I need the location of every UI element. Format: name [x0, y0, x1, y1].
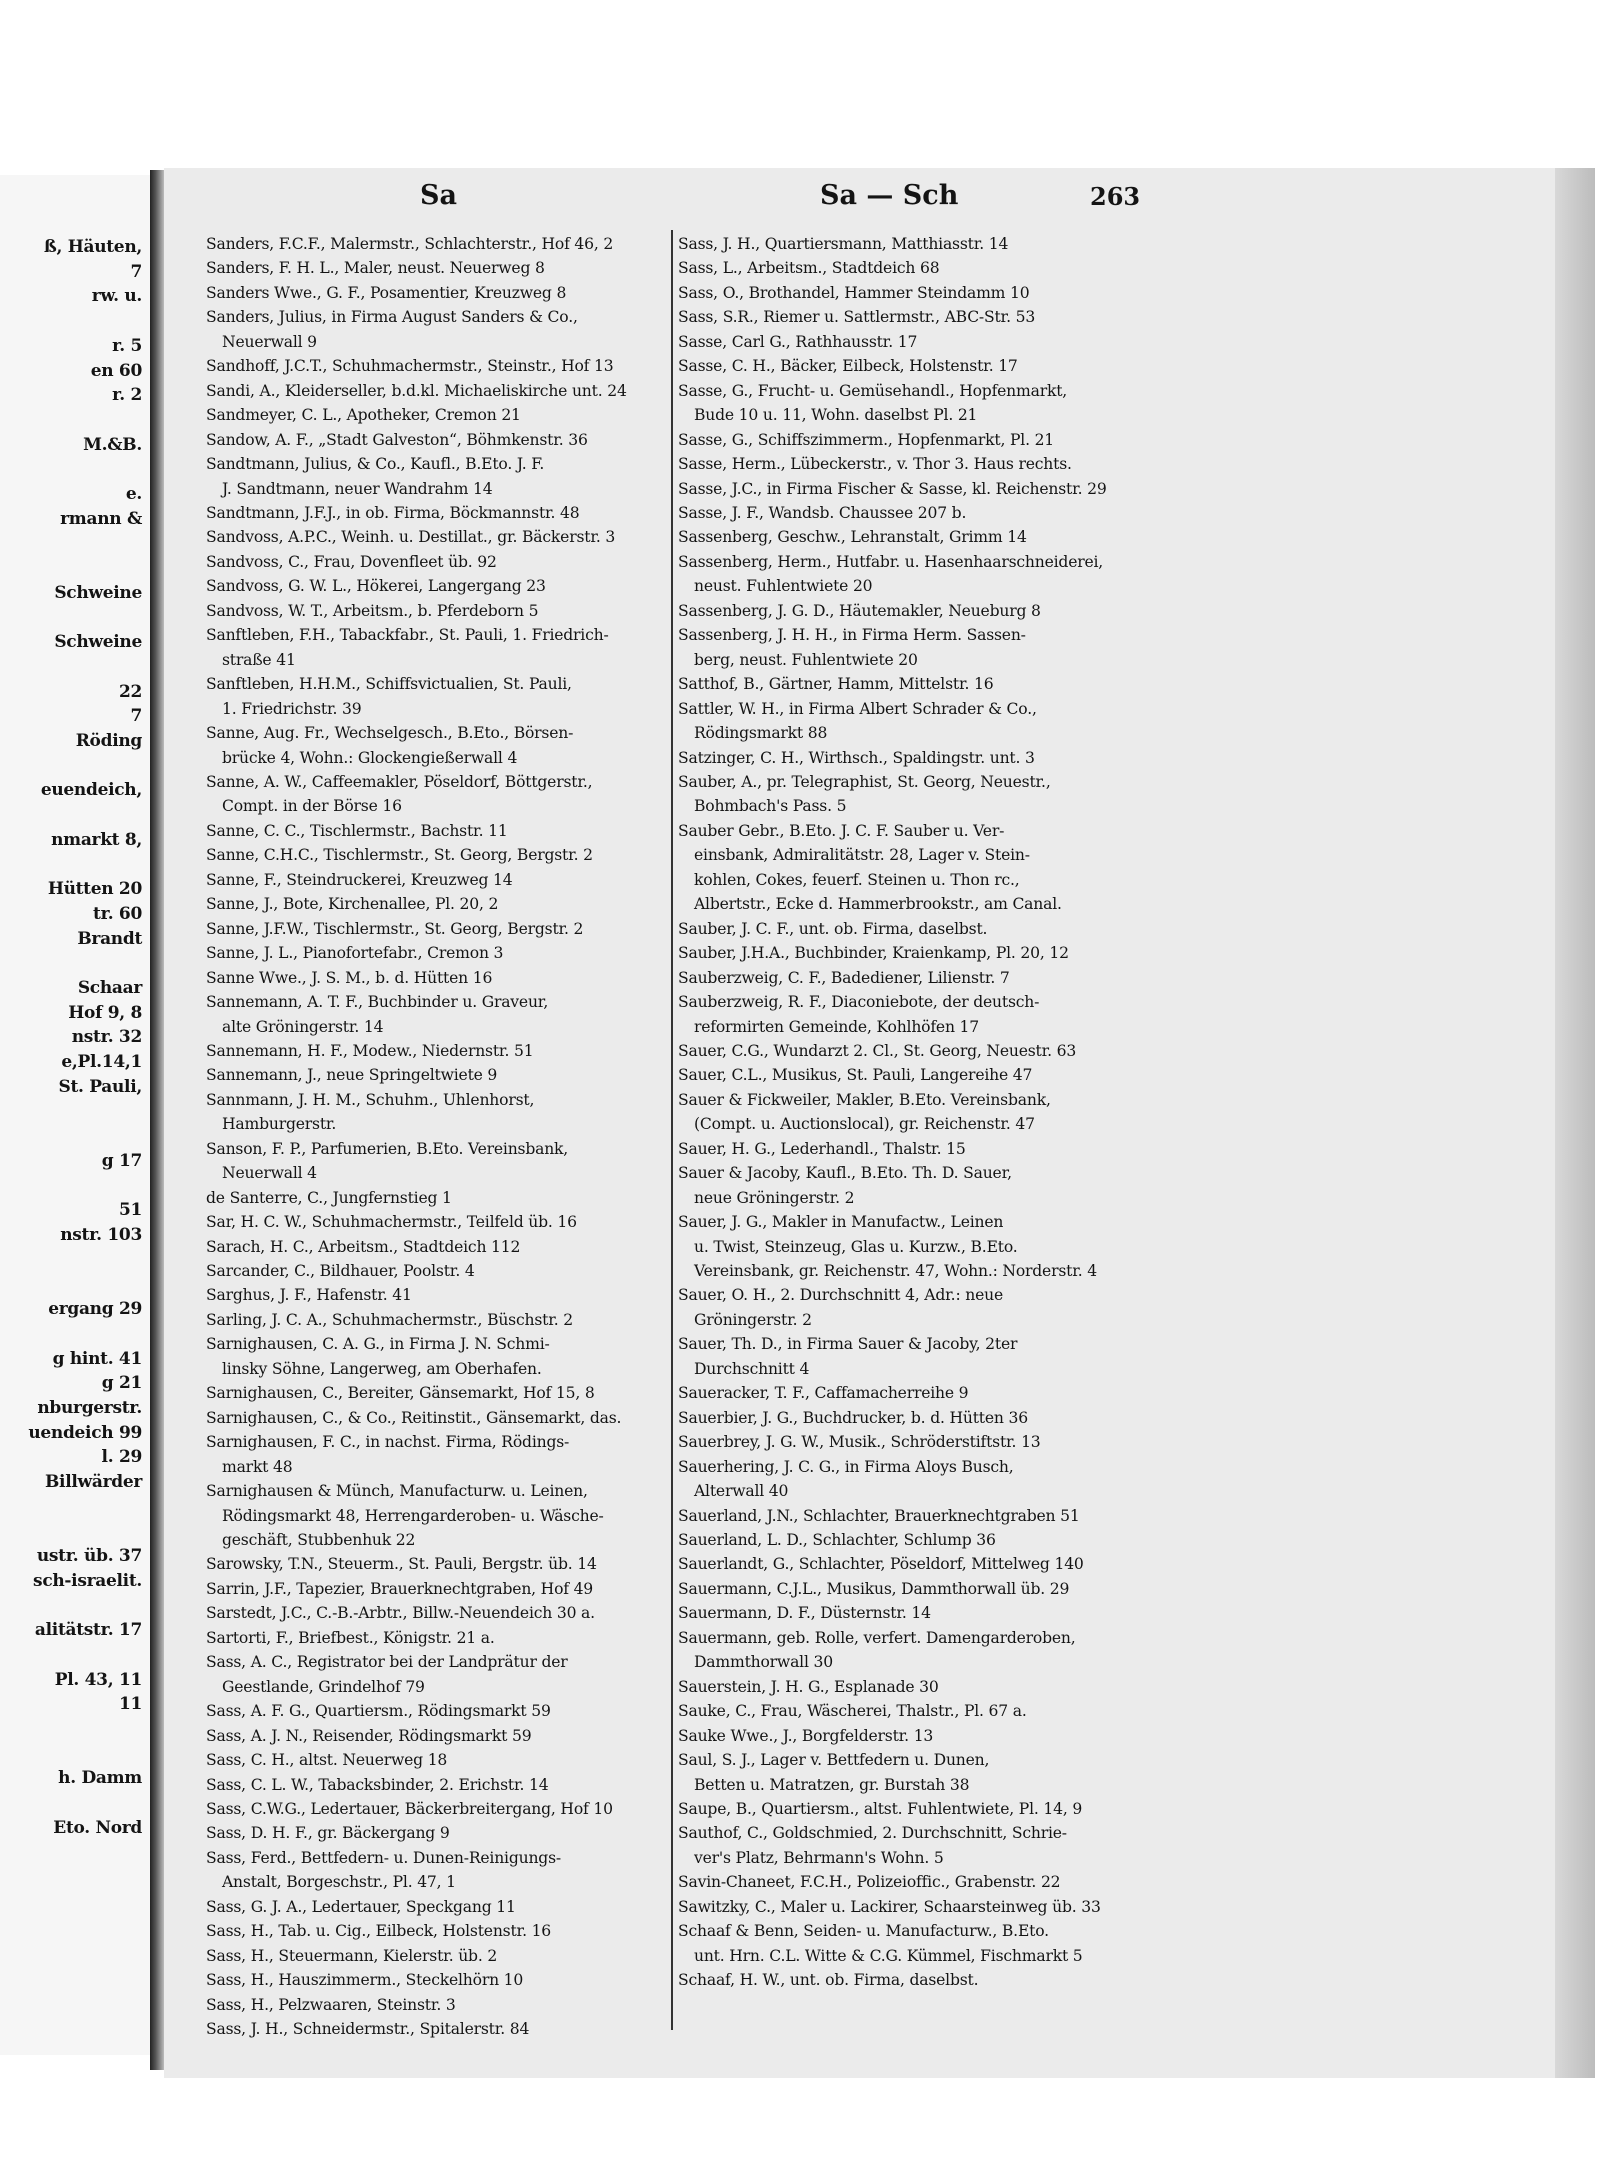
- directory-entry: Sanne, J. L., Pianofortefabr., Cremon 3: [206, 944, 504, 963]
- directory-entry: Sarnighausen & Münch, Manufacturw. u. Leinen,: [206, 1482, 588, 1501]
- directory-entry: Sarach, H. C., Arbeitsm., Stadtdeich 112: [206, 1237, 521, 1256]
- directory-entry: Sass, A. J. N., Reisender, Rödingsmarkt 59: [206, 1726, 532, 1745]
- directory-entry: Sass, H., Steuermann, Kielerstr. üb. 2: [206, 1946, 498, 1965]
- directory-entry-continuation: Vereinsbank, gr. Reichenstr. 47, Wohn.: Norderstr. 4: [694, 1262, 1097, 1281]
- column-divider: [671, 230, 673, 2030]
- directory-column-right: [678, 232, 1168, 1993]
- directory-entry-continuation: Gröningerstr. 2: [694, 1310, 812, 1329]
- left-page-fragment: tr. 60: [93, 903, 142, 924]
- directory-entry: Sass, S.R., Riemer u. Sattlermstr., ABC-Str. 53: [678, 308, 1036, 327]
- directory-entry: Sarstedt, J.C., C.-B.-Arbtr., Billw.-Neuendeich 30 a.: [206, 1604, 595, 1623]
- directory-entry: Sasse, J.C., in Firma Fischer & Sasse, kl. Reichenstr. 29: [678, 479, 1107, 498]
- left-page-fragment: Hütten 20: [47, 879, 142, 900]
- directory-entry: Sasse, G., Schiffszimmerm., Hopfenmarkt, Pl. 21: [678, 430, 1055, 449]
- left-page-fragment: e.: [125, 484, 142, 504]
- directory-entry: Sauerbrey, J. G. W., Musik., Schröderstiftstr. 13: [678, 1433, 1041, 1452]
- directory-entry: Sauer, O. H., 2. Durchschnitt 4, Adr.: neue: [678, 1286, 1003, 1305]
- left-page-fragment: rmann &: [60, 508, 142, 529]
- directory-entry: Sass, C. L. W., Tabacksbinder, 2. Erichstr. 14: [206, 1775, 549, 1794]
- directory-entry: Satzinger, C. H., Wirthsch., Spaldingstr. unt. 3: [678, 748, 1035, 767]
- directory-entry: Sawitzky, C., Maler u. Lackirer, Schaarsteinweg üb. 33: [678, 1897, 1101, 1916]
- directory-entry: Sandmeyer, C. L., Apotheker, Cremon 21: [206, 406, 521, 425]
- left-page-fragment: ustr. üb. 37: [36, 1546, 142, 1567]
- directory-entry: Sassenberg, J. G. D., Häutemakler, Neueburg 8: [678, 601, 1041, 620]
- left-page-fragment: r. 5: [112, 335, 142, 356]
- directory-entry: Sass, D. H. F., gr. Bäckergang 9: [206, 1824, 450, 1843]
- directory-entry: Sandvoss, A.P.C., Weinh. u. Destillat., gr. Bäckerstr. 3: [206, 528, 616, 547]
- left-page-fragment: nmarkt 8,: [51, 829, 142, 850]
- directory-entry: Sannemann, J., neue Springeltwiete 9: [206, 1066, 498, 1085]
- left-page-fragment: ergang 29: [48, 1299, 142, 1320]
- directory-entry: Sass, G. J. A., Ledertauer, Speckgang 11: [206, 1897, 516, 1916]
- directory-entry: Sass, O., Brothandel, Hammer Steindamm 10: [678, 283, 1030, 302]
- directory-entry: Sauer & Jacoby, Kaufl., B.Eto. Th. D. Sauer,: [678, 1164, 1012, 1183]
- directory-entry: Sarnighausen, F. C., in nachst. Firma, Rödings-: [206, 1433, 570, 1452]
- left-page-fragment: r. 2: [112, 385, 142, 406]
- directory-entry: Sarrin, J.F., Tapezier, Brauerknechtgraben, Hof 49: [206, 1579, 594, 1598]
- left-page-fragment: nburgerstr.: [37, 1397, 142, 1418]
- directory-entry-continuation: reformirten Gemeinde, Kohlhöfen 17: [694, 1017, 979, 1036]
- directory-entry: Sasse, C. H., Bäcker, Eilbeck, Holstenstr. 17: [678, 357, 1018, 376]
- directory-entry: Sauer, C.L., Musikus, St. Pauli, Langereihe 47: [678, 1066, 1033, 1085]
- directory-entry: Sauber Gebr., B.Eto. J. C. F. Sauber u. Ver-: [678, 821, 1005, 840]
- directory-entry: Sass, C.W.G., Ledertauer, Bäckerbreitergang, Hof 10: [206, 1800, 613, 1818]
- directory-entry-continuation: Rödingsmarkt 48, Herrengarderoben- u. Wäsche-: [222, 1506, 604, 1525]
- directory-entry: Sauer, J. G., Makler in Manufactw., Leinen: [678, 1213, 1004, 1232]
- directory-entry-continuation: Betten u. Matratzen, gr. Burstah 38: [694, 1775, 970, 1794]
- left-page-fragment: Schweine: [54, 632, 142, 653]
- directory-entry: Sanne, C.H.C., Tischlermstr., St. Georg, Bergstr. 2: [206, 846, 593, 865]
- directory-entry-continuation: neue Gröningerstr. 2: [694, 1188, 855, 1207]
- directory-entry: Sauberzweig, C. F., Badediener, Lilienstr. 7: [678, 968, 1010, 987]
- header-left: Sa: [420, 180, 457, 211]
- directory-entry: Sauber, A., pr. Telegraphist, St. Georg, Neuestr.,: [678, 772, 1051, 791]
- directory-entry: Sannmann, J. H. M., Schuhm., Uhlenhorst,: [206, 1090, 535, 1109]
- directory-entry: Sanders, Julius, in Firma August Sanders & Co.,: [206, 308, 578, 327]
- directory-entry-continuation: alte Gröningerstr. 14: [222, 1017, 384, 1036]
- directory-entry-continuation: kohlen, Cokes, feuerf. Steinen u. Thon rc.,: [694, 870, 1020, 889]
- directory-entry: Sauthof, C., Goldschmied, 2. Durchschnitt, Schrie-: [678, 1824, 1067, 1843]
- left-page-fragment: en 60: [90, 360, 142, 381]
- left-page-fragment: euendeich,: [40, 780, 142, 801]
- left-page-fragment: nstr. 103: [60, 1225, 142, 1245]
- directory-entry: Sandtmann, J.F.J., in ob. Firma, Böckmannstr. 48: [206, 503, 580, 522]
- directory-entry: Satthof, B., Gärtner, Hamm, Mittelstr. 16: [678, 675, 994, 694]
- directory-entry: Sauke, C., Frau, Wäscherei, Thalstr., Pl. 67 a.: [678, 1702, 1027, 1721]
- directory-entry: Sanne, F., Steindruckerei, Kreuzweg 14: [206, 870, 513, 889]
- directory-entry: Sarnighausen, C., Bereiter, Gänsemarkt, Hof 15, 8: [206, 1384, 595, 1403]
- left-page-fragment: h. Damm: [58, 1768, 142, 1789]
- directory-entry: Sauer, Th. D., in Firma Sauer & Jacoby, 2ter: [678, 1335, 1018, 1354]
- directory-entry-continuation: Neuerwall 9: [222, 332, 317, 351]
- directory-entry: Sauermann, D. F., Düsternstr. 14: [678, 1604, 931, 1623]
- directory-entry: Sass, A. F. G., Quartiersm., Rödingsmarkt 59: [206, 1702, 551, 1721]
- left-page-fragment: Hof 9, 8: [68, 1002, 142, 1023]
- directory-entry: Sanne, C. C., Tischlermstr., Bachstr. 11: [206, 821, 508, 840]
- directory-entry: de Santerre, C., Jungfernstieg 1: [206, 1188, 452, 1207]
- directory-entry: Sanders, F. H. L., Maler, neust. Neuerweg 8: [206, 259, 545, 278]
- left-page-fragment: ß, Häuten,: [43, 237, 142, 257]
- left-page-fragment: Röding: [75, 731, 142, 751]
- directory-entry: Sass, H., Pelzwaaren, Steinstr. 3: [206, 1995, 456, 2014]
- left-page-fragment: Schweine: [54, 582, 142, 603]
- directory-entry: Sarnighausen, C., & Co., Reitinstit., Gänsemarkt, das.: [206, 1408, 622, 1427]
- directory-entry: Sass, J. H., Schneidermstr., Spitalerstr. 84: [206, 2020, 530, 2039]
- directory-entry: Sanftleben, H.H.M., Schiffsvictualien, St. Pauli,: [206, 675, 572, 694]
- directory-entry: Sannemann, A. T. F., Buchbinder u. Graveur,: [206, 993, 549, 1012]
- left-page-fragment: alitätstr. 17: [34, 1620, 142, 1641]
- directory-entry-continuation: (Compt. u. Auctionslocal), gr. Reichenstr. 47: [694, 1115, 1035, 1134]
- directory-entry: Sauerlandt, G., Schlachter, Pöseldorf, Mittelweg 140: [678, 1555, 1084, 1574]
- left-page-fragment: 7: [130, 261, 142, 282]
- directory-entry: Saueracker, T. F., Caffamacherreihe 9: [678, 1384, 969, 1403]
- directory-entry: Savin-Chaneet, F.C.H., Polizeioffic., Grabenstr. 22: [678, 1873, 1061, 1892]
- left-page-fragment: nstr. 32: [71, 1027, 142, 1048]
- left-page-fragment: Eto. Nord: [53, 1817, 142, 1838]
- directory-entry: Sandow, A. F., „Stadt Galveston“, Böhmkenstr. 36: [206, 430, 588, 449]
- directory-entry-continuation: Compt. in der Börse 16: [222, 797, 402, 816]
- left-page-fragment: M.&B.: [83, 434, 142, 455]
- directory-entry: Sandvoss, G. W. L., Hökerei, Langergang 23: [206, 577, 546, 596]
- directory-entry: Sauber, J.H.A., Buchbinder, Kraienkamp, Pl. 20, 12: [678, 944, 1069, 963]
- directory-entry-continuation: u. Twist, Steinzeug, Glas u. Kurzw., B.Eto.: [694, 1237, 1018, 1256]
- directory-entry: Sass, J. H., Quartiersmann, Matthiasstr. 14: [678, 235, 1009, 253]
- directory-entry: Sarowsky, T.N., Steuerm., St. Pauli, Bergstr. üb. 14: [206, 1555, 597, 1574]
- directory-entry-continuation: neust. Fuhlentwiete 20: [694, 577, 873, 596]
- directory-entry-continuation: markt 48: [222, 1457, 293, 1476]
- left-page-fragment: St. Pauli,: [58, 1076, 142, 1097]
- directory-entry: Sarcander, C., Bildhauer, Poolstr. 4: [206, 1262, 475, 1281]
- directory-entry: Sauke Wwe., J., Borgfelderstr. 13: [678, 1726, 934, 1745]
- directory-entry: Sauerland, J.N., Schlachter, Brauerknechtgraben 51: [678, 1506, 1080, 1525]
- directory-entry: Sasse, J. F., Wandsb. Chaussee 207 b.: [678, 503, 967, 522]
- page-number: 263: [1090, 182, 1141, 211]
- directory-entry: Sandvoss, W. T., Arbeitsm., b. Pferdeborn 5: [206, 601, 539, 620]
- left-page-fragment: 51: [118, 1200, 142, 1221]
- directory-entry: Sartorti, F., Briefbest., Königstr. 21 a.: [206, 1628, 495, 1647]
- directory-entry: Sauermann, geb. Rolle, verfert. Damengarderoben,: [678, 1628, 1076, 1647]
- directory-entry: Sauber, J. C. F., unt. ob. Firma, daselbst.: [678, 919, 988, 938]
- left-page-fragment: Pl. 43, 11: [54, 1669, 142, 1690]
- left-page-fragment: Brandt: [77, 928, 142, 949]
- directory-entry-continuation: brücke 4, Wohn.: Glockengießerwall 4: [222, 748, 518, 767]
- directory-entry: Sass, H., Hauszimmerm., Steckelhörn 10: [206, 1971, 524, 1990]
- left-page-fragment: rw. u.: [91, 286, 142, 307]
- directory-entry: Saul, S. J., Lager v. Bettfedern u. Dunen,: [678, 1751, 990, 1770]
- book-gutter: [150, 170, 164, 2070]
- directory-entry: Sass, H., Tab. u. Cig., Eilbeck, Holstenstr. 16: [206, 1922, 552, 1941]
- directory-entry: Sass, C. H., altst. Neuerweg 18: [206, 1751, 448, 1770]
- directory-entry: Schaaf & Benn, Seiden- u. Manufacturw., B.Eto.: [678, 1922, 1049, 1941]
- directory-entry: Sanders Wwe., G. F., Posamentier, Kreuzweg 8: [206, 283, 567, 302]
- directory-entry: Sasse, Carl G., Rathhausstr. 17: [678, 332, 918, 351]
- directory-entry-continuation: Alterwall 40: [694, 1482, 789, 1501]
- left-page-fragment: sch-israelit.: [33, 1570, 142, 1591]
- directory-entry-continuation: ver's Platz, Behrmann's Wohn. 5: [694, 1848, 944, 1867]
- left-page-fragment: uendeich 99: [28, 1422, 142, 1443]
- directory-entry-continuation: Anstalt, Borgeschstr., Pl. 47, 1: [222, 1873, 456, 1892]
- left-page-fragment: g 21: [101, 1373, 142, 1394]
- directory-entry: Sandi, A., Kleiderseller, b.d.kl. Michaeliskirche unt. 24: [206, 381, 627, 400]
- directory-entry-continuation: Neuerwall 4: [222, 1164, 317, 1183]
- directory-entry-continuation: 1. Friedrichstr. 39: [222, 699, 362, 718]
- directory-entry: Sauerhering, J. C. G., in Firma Aloys Busch,: [678, 1457, 1014, 1476]
- left-page-fragment: e,Pl.14,1: [61, 1052, 142, 1073]
- directory-entry: Sass, A. C., Registrator bei der Landprätur der: [206, 1653, 568, 1672]
- directory-entry: Sarling, J. C. A., Schuhmachermstr., Büschstr. 2: [206, 1310, 574, 1329]
- directory-entry: Sauberzweig, R. F., Diaconiebote, der deutsch-: [678, 993, 1040, 1012]
- directory-entry: Sassenberg, J. H. H., in Firma Herm. Sassen-: [678, 626, 1026, 645]
- directory-entry: Sasse, Herm., Lübeckerstr., v. Thor 3. Haus rechts.: [678, 455, 1072, 474]
- directory-entry: Schaaf, H. W., unt. ob. Firma, daselbst.: [678, 1971, 979, 1990]
- directory-entry-continuation: Bude 10 u. 11, Wohn. daselbst Pl. 21: [694, 406, 978, 425]
- header-center: Sa — Sch: [820, 180, 959, 211]
- left-page-fragment: Schaar: [77, 978, 142, 998]
- directory-entry: Sattler, W. H., in Firma Albert Schrader & Co.,: [678, 699, 1037, 718]
- directory-entry-continuation: J. Sandtmann, neuer Wandrahm 14: [222, 479, 493, 498]
- left-page-fragment: g hint. 41: [52, 1348, 142, 1369]
- directory-entry: Sar, H. C. W., Schuhmachermstr., Teilfeld üb. 16: [206, 1213, 577, 1232]
- directory-entry: Sarghus, J. F., Hafenstr. 41: [206, 1286, 412, 1305]
- directory-entry: Sass, Ferd., Bettfedern- u. Dunen-Reinigungs-: [206, 1848, 561, 1867]
- directory-entry-continuation: linsky Söhne, Langerweg, am Oberhafen.: [222, 1359, 542, 1378]
- directory-entry: Sassenberg, Herm., Hutfabr. u. Hasenhaarschneiderei,: [678, 552, 1104, 571]
- directory-entry-continuation: Albertstr., Ecke d. Hammerbrookstr., am Canal.: [694, 895, 1062, 914]
- directory-entry: Sauermann, C.J.L., Musikus, Dammthorwall üb. 29: [678, 1579, 1070, 1598]
- directory-entry-continuation: Bohmbach's Pass. 5: [694, 797, 847, 816]
- directory-entry: Sauerland, L. D., Schlachter, Schlump 36: [678, 1531, 996, 1550]
- directory-entry: Sanne, A. W., Caffeemakler, Pöseldorf, Böttgerstr.,: [206, 772, 593, 791]
- left-page-edge: [0, 175, 153, 2055]
- left-page-fragment: 7: [130, 706, 142, 727]
- directory-entry-continuation: einsbank, Admiralitätstr. 28, Lager v. Stein-: [694, 846, 1030, 865]
- directory-entry: Saupe, B., Quartiersm., altst. Fuhlentwiete, Pl. 14, 9: [678, 1800, 1083, 1818]
- directory-entry-continuation: straße 41: [222, 650, 296, 669]
- directory-entry: Sauer, H. G., Lederhandl., Thalstr. 15: [678, 1139, 966, 1158]
- directory-entry: Sandvoss, C., Frau, Dovenfleet üb. 92: [206, 552, 497, 571]
- directory-entry-continuation: unt. Hrn. C.L. Witte & C.G. Kümmel, Fischmarkt 5: [694, 1946, 1083, 1965]
- left-page-fragment: l. 29: [101, 1447, 142, 1468]
- directory-entry: Sannemann, H. F., Modew., Niedernstr. 51: [206, 1041, 534, 1060]
- directory-entry: Sanne, J., Bote, Kirchenallee, Pl. 20, 2: [206, 895, 499, 914]
- directory-entry: Sauer & Fickweiler, Makler, B.Eto. Vereinsbank,: [678, 1090, 1051, 1109]
- left-page-fragment: g 17: [101, 1150, 142, 1171]
- directory-entry-continuation: geschäft, Stubbenhuk 22: [222, 1531, 416, 1550]
- directory-entry-continuation: Rödingsmarkt 88: [694, 724, 828, 743]
- directory-entry: Sauer, C.G., Wundarzt 2. Cl., St. Georg, Neuestr. 63: [678, 1041, 1077, 1060]
- directory-column-left: [206, 232, 686, 2042]
- directory-entry-continuation: Hamburgerstr.: [222, 1115, 337, 1134]
- directory-entry: Sasse, G., Frucht- u. Gemüsehandl., Hopfenmarkt,: [678, 381, 1068, 400]
- directory-entry: Sassenberg, Geschw., Lehranstalt, Grimm 14: [678, 528, 1027, 547]
- left-page-fragment: 11: [118, 1694, 142, 1715]
- directory-entry: Sanne, Aug. Fr., Wechselgesch., B.Eto., Börsen-: [206, 724, 574, 743]
- directory-entry: Sauerstein, J. H. G., Esplanade 30: [678, 1677, 939, 1696]
- directory-entry: Sandtmann, Julius, & Co., Kaufl., B.Eto. J. F.: [206, 455, 545, 474]
- directory-entry: Sarnighausen, C. A. G., in Firma J. N. Schmi-: [206, 1335, 550, 1354]
- directory-entry: Sass, L., Arbeitsm., Stadtdeich 68: [678, 259, 940, 278]
- directory-entry-continuation: berg, neust. Fuhlentwiete 20: [694, 650, 918, 669]
- left-page-fragment: Billwärder: [44, 1472, 142, 1492]
- left-page-fragment: 22: [118, 681, 142, 702]
- directory-entry: Sanders, F.C.F., Malermstr., Schlachterstr., Hof 46, 2: [206, 235, 614, 253]
- page-edge-shadow: [1555, 168, 1595, 2078]
- directory-entry: Sauerbier, J. G., Buchdrucker, b. d. Hütten 36: [678, 1408, 1028, 1427]
- directory-entry: Sanne, J.F.W., Tischlermstr., St. Georg, Bergstr. 2: [206, 919, 584, 938]
- directory-entry-continuation: Durchschnitt 4: [694, 1359, 810, 1378]
- directory-entry: Sanftleben, F.H., Tabackfabr., St. Pauli, 1. Friedrich-: [206, 626, 609, 645]
- directory-entry: Sanne Wwe., J. S. M., b. d. Hütten 16: [206, 968, 493, 987]
- directory-entry-continuation: Geestlande, Grindelhof 79: [222, 1677, 425, 1696]
- directory-entry: Sandhoff, J.C.T., Schuhmachermstr., Steinstr., Hof 13: [206, 357, 614, 376]
- directory-entry: Sanson, F. P., Parfumerien, B.Eto. Vereinsbank,: [206, 1139, 569, 1158]
- directory-entry-continuation: Dammthorwall 30: [694, 1653, 833, 1672]
